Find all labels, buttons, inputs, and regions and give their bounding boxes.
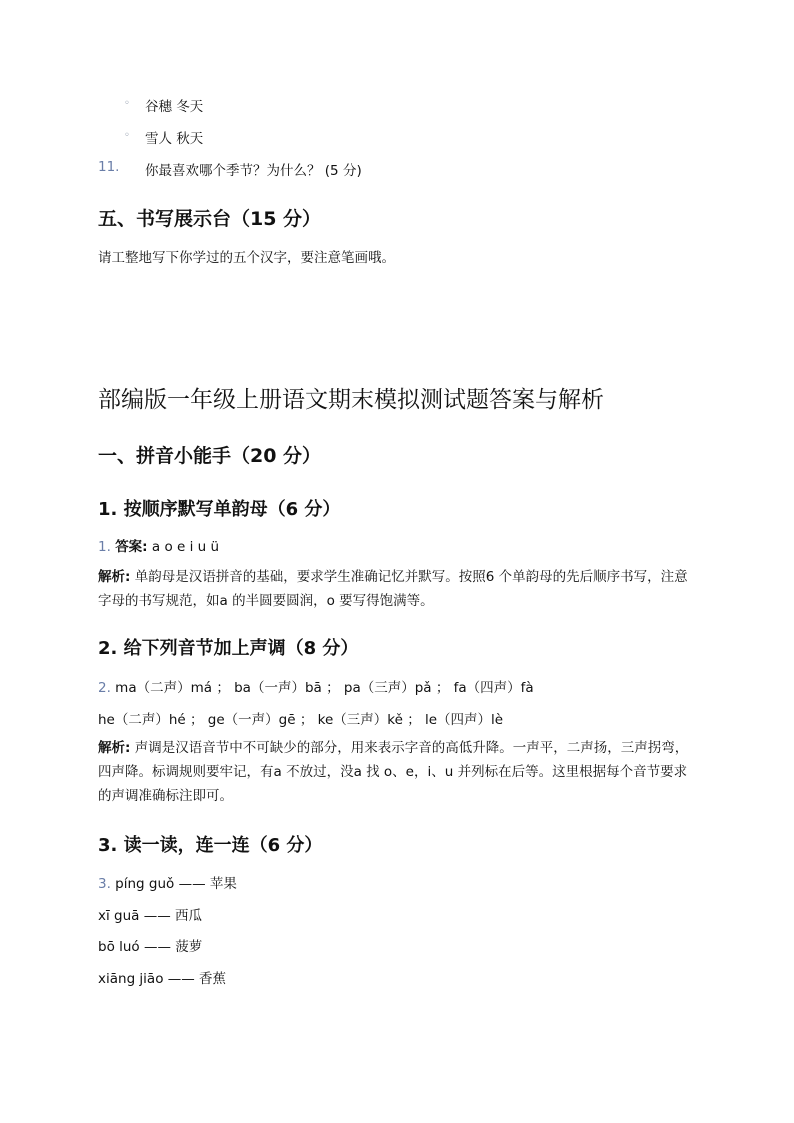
analysis-label: 解析: [98, 569, 131, 585]
page-title: 部编版一年级上册语文期末模拟测试题答案与解析 [98, 387, 604, 413]
match-pair: xī guā —— 西瓜 [98, 908, 203, 924]
answer-value: ma（二声）má ； ba（一声）bā ； pa（三声）pǎ ； fa（四声）fà [110, 680, 534, 696]
analysis-paragraph [98, 736, 694, 808]
list-bullet: ◦ [124, 98, 130, 109]
answer-number: 1. [98, 539, 111, 555]
question-heading: 2. 给下列音节加上声调（8 分） [98, 638, 359, 659]
match-pair: píng guǒ —— 苹果 [110, 876, 237, 892]
answer-line [98, 872, 237, 892]
question-heading: 1. 按顺序默写单韵母（6 分） [98, 499, 341, 520]
answer-value: a o e i u ü [147, 539, 220, 555]
section-heading: 一、拼音小能手（20 分） [98, 445, 322, 467]
list-bullet: ◦ [124, 130, 130, 141]
question-heading: 3. 读一读，连一连（6 分） [98, 835, 323, 856]
section-heading: 五、书写展示台（15 分） [98, 208, 322, 230]
analysis-label: 解析: [98, 740, 131, 756]
answer-label: 答案: [115, 539, 148, 555]
analysis-text: 声调是汉语音节中不可缺少的部分，用来表示字音的高低升降。一声平，二声扬，三声拐弯，四声降。标调规则要牢记，有a 不放过，没a 找 o、e，i、u 并列标在后等。这里根据每个音节要求的声调准确标注即可。 [98, 740, 689, 804]
answer-number: 2. [98, 680, 111, 696]
match-pair: bō luó —— 菠萝 [98, 939, 203, 955]
answer-number: 3. [98, 876, 111, 892]
analysis-text: 单韵母是汉语拼音的基础，要求学生准确记忆并默写。按照6 个单韵母的先后顺序书写，注意字母的书写规范，如a 的半圆要圆润，o 要写得饱满等。 [98, 569, 688, 609]
list-item: 雪人 秋天 [145, 131, 204, 147]
answer-line [98, 535, 219, 555]
match-pair: xiāng jiāo —— 香蕉 [98, 971, 227, 987]
answer-line: he（二声）hé ； ge（一声）gē ； ke（三声）kě ； le（四声）lè [98, 712, 504, 728]
list-item: 谷穗 冬天 [145, 99, 204, 115]
answer-line [98, 676, 534, 696]
question-number: 11. [98, 159, 120, 175]
analysis-paragraph [98, 565, 694, 613]
question-text: 你最喜欢哪个季节？为什么？ (5 分) [145, 163, 362, 179]
section-instruction: 请工整地写下你学过的五个汉字，要注意笔画哦。 [98, 250, 395, 266]
